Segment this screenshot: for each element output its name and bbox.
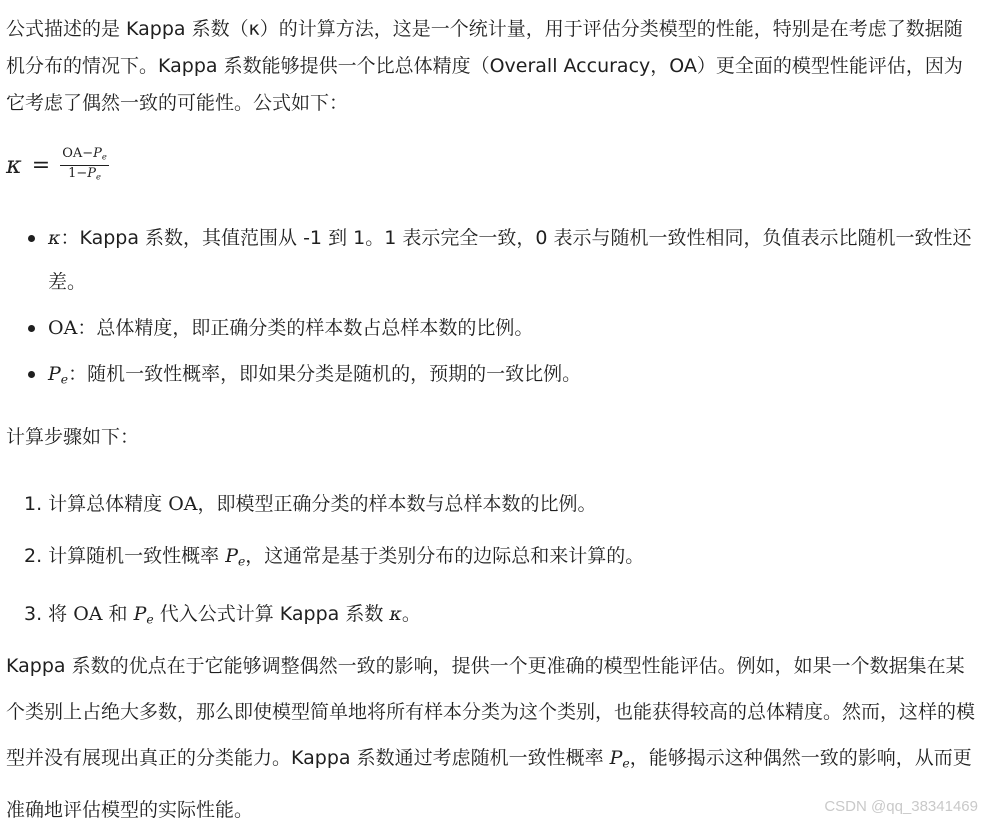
step-text: ，即模型正确分类的样本数与总样本数的比例。 — [197, 493, 597, 515]
list-item — [26, 306, 976, 350]
bullet-symbol-sub: e — [60, 372, 69, 387]
step-number: 1. — [24, 493, 43, 515]
step-text: 将 — [48, 602, 74, 625]
steps-list — [24, 478, 974, 645]
step-symbol: OA — [168, 493, 198, 515]
steps-heading: 计算步骤如下： — [6, 426, 140, 448]
step-text: 计算随机一致性概率 — [48, 545, 226, 567]
watermark: CSDN @qq_38341469 — [824, 798, 978, 815]
conclusion-text: ，能够揭示这种偶然一致的影响，从而更准确地评估模型的实际性能。 — [6, 747, 972, 821]
conclusion-symbol: P — [609, 747, 623, 769]
step-text: 计算总体精度 — [48, 493, 169, 515]
step-text: ，这通常是基于类别分布的边际总和来计算的。 — [245, 545, 645, 567]
step-symbol-sub: e — [237, 554, 246, 569]
bullet-text: ：随机一致性概率，即如果分类是随机的，预期的一致比例。 — [68, 363, 582, 385]
bullet-symbol: κ — [48, 227, 61, 249]
formula-numerator: $OA-P_e$ — [60, 146, 109, 166]
intro-paragraph: 公式描述的是 Kappa 系数（κ）的计算方法，这是一个统计量，用于评估分类模型的性能，特别是在考虑了数据随机分布的情况下。Kappa 系数能够提供一个比总体精度（Overall Accuracy，OA）更全面的模型性能评估，因为它考虑了偶然一致的可能性。公式如下： — [6, 18, 963, 114]
formula-equals: = — [31, 152, 51, 178]
kappa-formula — [6, 145, 109, 185]
list-item — [26, 352, 976, 402]
step-item — [24, 530, 974, 588]
formula-denominator: $1-P_e$ — [68, 165, 101, 182]
step-text: 和 — [102, 602, 134, 625]
definition-list — [26, 216, 976, 402]
step-item — [24, 478, 974, 530]
bullet-symbol: OA — [48, 317, 78, 339]
step-symbol: P — [225, 545, 238, 567]
bullet-text: ：Kappa 系数，其值范围从 -1 到 1。1 表示完全一致，0 表示与随机一致性相同，负值表示比随机一致性还差。 — [48, 227, 972, 293]
bullet-text: ：总体精度，即正确分类的样本数占总样本数的比例。 — [77, 317, 534, 339]
step-number: 3. — [24, 602, 43, 625]
step-number: 2. — [24, 545, 43, 567]
step-symbol: P — [133, 602, 147, 625]
step-text: 。 — [401, 602, 421, 625]
step-symbol: OA — [73, 602, 103, 625]
step-symbol-sub: e — [146, 612, 154, 627]
formula-fraction — [60, 146, 109, 184]
list-item — [26, 216, 976, 304]
step-text: 代入公式计算 Kappa 系数 — [153, 602, 390, 625]
step-item — [24, 588, 974, 646]
formula-kappa: κ — [6, 151, 22, 179]
step-symbol: κ — [389, 602, 402, 625]
conclusion-symbol-sub: e — [622, 756, 630, 771]
conclusion-text: Kappa 系数的优点在于它能够调整偶然一致的影响，提供一个更准确的模型性能评估。例如，如果一个数据集在某个类别上占绝大多数，那么即使模型简单地将所有样本分类为这个类别，也能获得较高的总体精度。然而，这样的模型并没有展现出真正的分类能力。Kappa 系数通过考虑随机一致性概率 — [6, 655, 976, 769]
bullet-symbol: P — [48, 363, 61, 385]
